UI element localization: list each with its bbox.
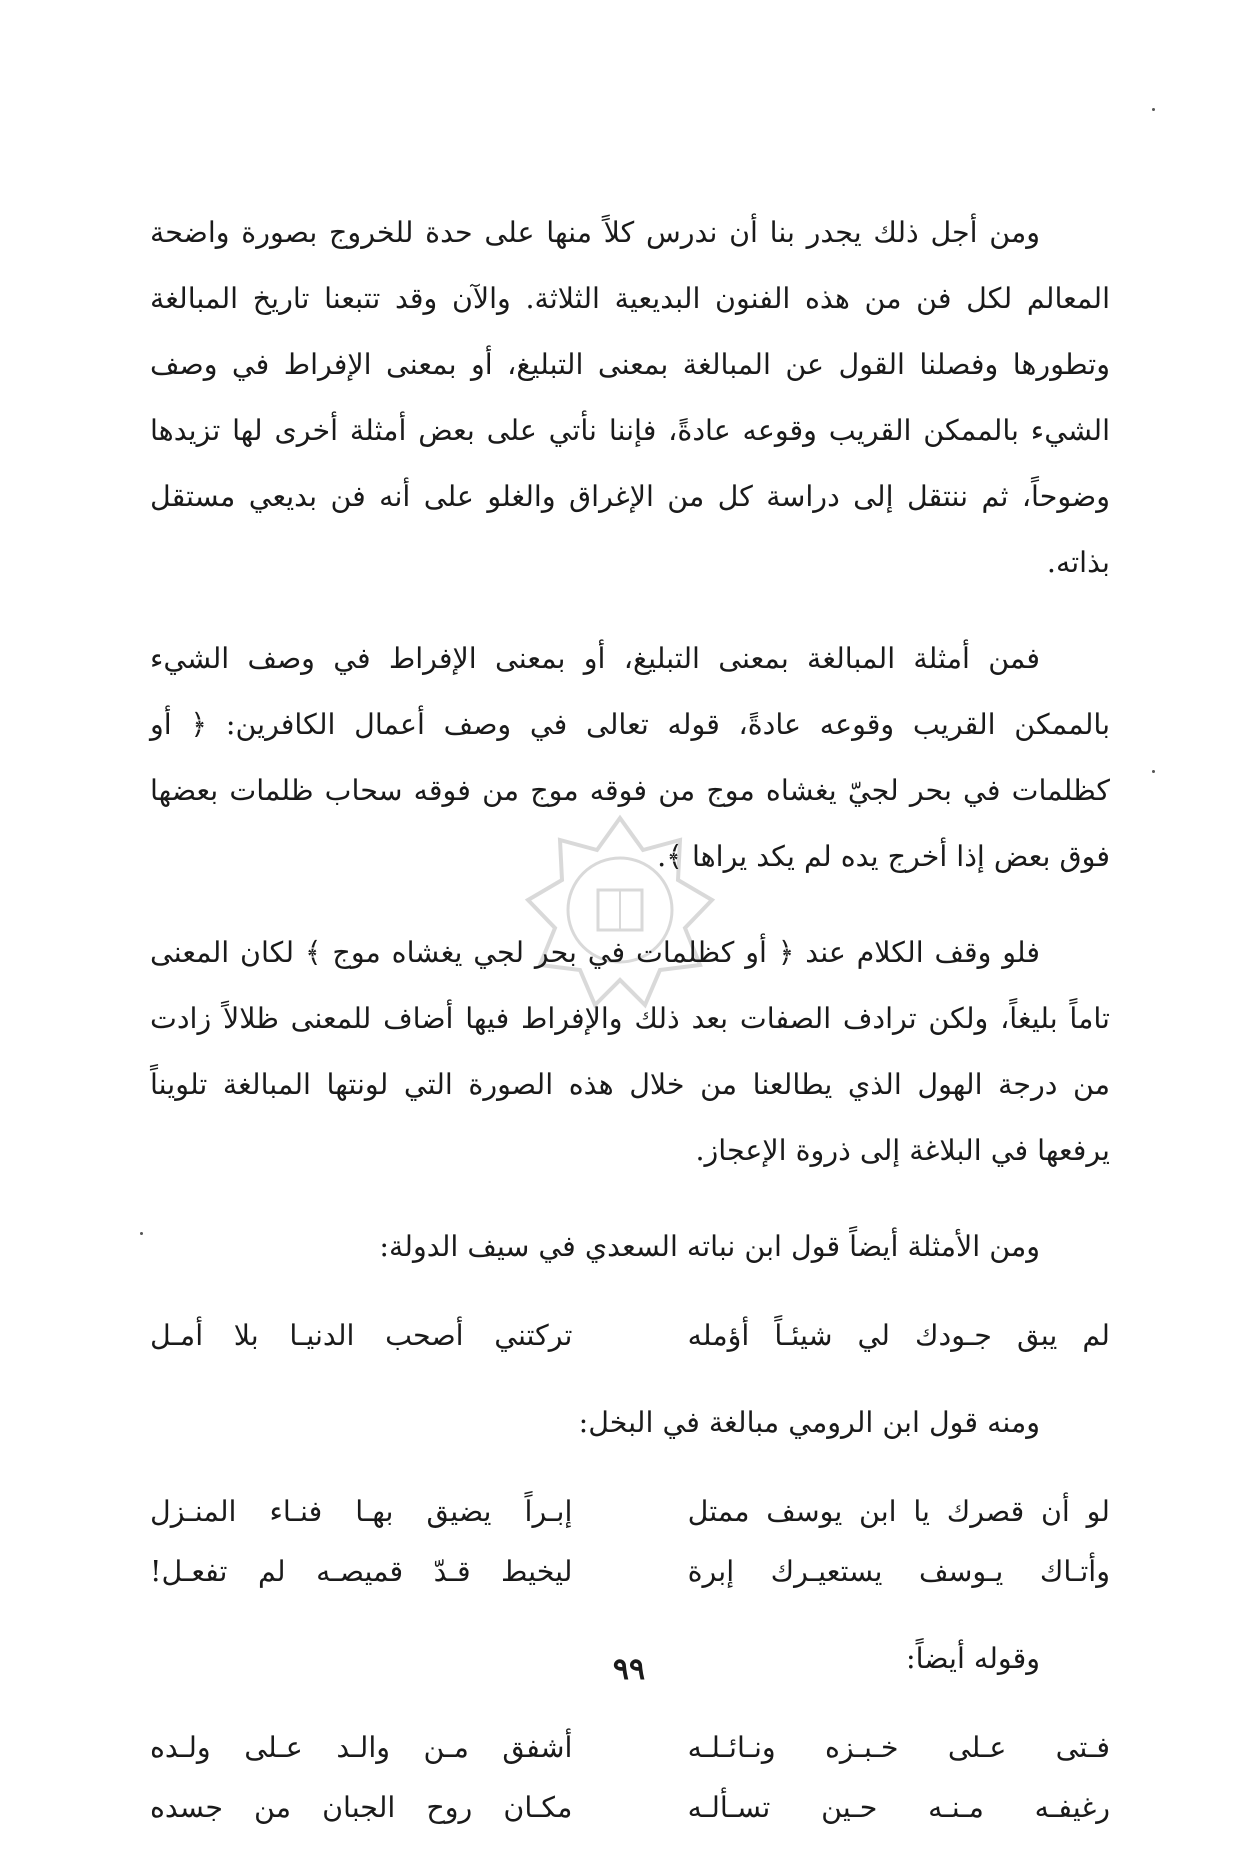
paragraph-6: وقوله أيضاً:: [906, 1642, 1040, 1675]
paragraph-5: ومنه قول ابن الرومي مبالغة في البخل:: [578, 1406, 1040, 1439]
document-page: [150, 200, 1110, 1848]
page-number: ٩٩: [612, 1652, 646, 1687]
verse-line: [150, 1482, 1110, 1542]
verse-ibn-nubata: [150, 1306, 1110, 1366]
verse-line: [150, 1718, 1110, 1778]
verse-line: [150, 1306, 1110, 1366]
verse-second-hemistich: مكـان روح الجبان من جسده: [150, 1791, 573, 1824]
verse-ibn-al-rumi-2: [150, 1718, 1110, 1838]
paragraph-3: فلو وقف الكلام عند ﴿ أو كظلمات في بحر لجي يغشاه موج ﴾ لكان المعنى تاماً بليغاً، ولكن ترادف الصفات بعد ذلك والإفراط فيها أضاف للمعنى ظلالاً زادت من درجة الهول الذي يطالعنا من خلال هذه الصورة التي لونتها المبالغة تلويناً يرفعها في البلاغة إلى ذروة الإعجاز.: [150, 936, 1110, 1167]
scan-speck: [1152, 770, 1155, 773]
verse-second-hemistich: أشفق مـن والـد عـلى ولـده: [150, 1731, 573, 1764]
verse-second-hemistich: تركتني أصحب الدنيـا بلا أمـل: [150, 1319, 573, 1352]
verse-first-hemistich: رغيفـه مـنـه حـين تسـألـه: [687, 1791, 1110, 1824]
paragraph-1: ومن أجل ذلك يجدر بنا أن ندرس كلاً منها على حدة للخروج بصورة واضحة المعالم لكل فن من هذه الفنون البديعية الثلاثة. والآن وقد تتبعنا تاريخ المبالغة وتطورها وفصلنا القول عن المبالغة بمعنى التبليغ، أو بمعنى الإفراط في وصف الشيء بالممكن القريب وقوعه عادةً، فإننا نأتي على بعض أمثلة أخرى لها تزيدها وضوحاً، ثم ننتقل إلى دراسة كل من الإغراق والغلو على أنه فن بديعي مستقل بذاته.: [150, 216, 1110, 579]
verse-first-hemistich: وأتـاك يـوسف يستعيـرك إبرة: [687, 1555, 1110, 1588]
verse-first-hemistich: فـتى عـلى خـبـزه ونـائـلـه: [687, 1731, 1110, 1764]
verse-first-hemistich: لم يبق جـودك لي شيئـاً أؤمله: [687, 1319, 1110, 1352]
verse-line: [150, 1542, 1110, 1602]
scan-speck: [1152, 108, 1155, 111]
paragraph-2: فمن أمثلة المبالغة بمعنى التبليغ، أو بمعنى الإفراط في وصف الشيء بالممكن القريب وقوعه عادةً، قوله تعالى في وصف أعمال الكافرين: ﴿ أو كظلمات في بحر لجيّ يغشاه موج من فوقه موج من فوقه سحاب ظلمات بعضها فوق بعض إذا أخرج يده لم يكد يراها ﴾.: [150, 642, 1110, 873]
scan-speck: [140, 1232, 143, 1235]
verse-second-hemistich: إبـراً يضيق بهـا فنـاء المنـزل: [150, 1495, 573, 1528]
verse-line: [150, 1778, 1110, 1838]
verse-second-hemistich: ليخيط قـدّ قميصـه لم تفعـل!: [150, 1555, 573, 1588]
verse-first-hemistich: لو أن قصرك يا ابن يوسف ممتل: [687, 1495, 1110, 1528]
paragraph-4: ومن الأمثلة أيضاً قول ابن نباته السعدي في سيف الدولة:: [379, 1230, 1040, 1263]
verse-ibn-al-rumi-1: [150, 1482, 1110, 1602]
